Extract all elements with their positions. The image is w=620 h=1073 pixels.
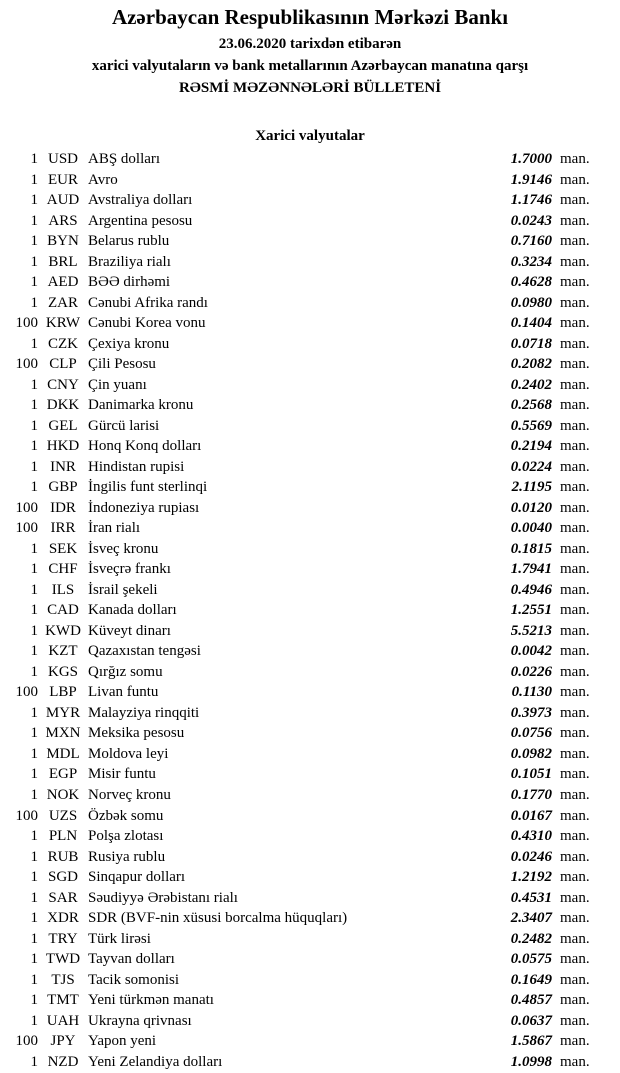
currency-name-cell: BƏƏ dirhəmi — [88, 274, 171, 291]
currency-code-cell: ARS — [48, 212, 78, 229]
rate-value-cell: 0.4628 — [510, 274, 552, 291]
quantity-cell: 1 — [30, 438, 38, 455]
quantity-cell: 1 — [30, 930, 38, 947]
unit-cell: man. — [560, 520, 590, 537]
rate-row — [0, 621, 598, 642]
quantity-cell: 1 — [30, 540, 38, 557]
rate-value-cell: 0.2082 — [510, 356, 552, 373]
currency-name-cell: Səudiyyə Ərəbistanı rialı — [88, 889, 238, 906]
quantity-cell: 1 — [30, 745, 38, 762]
quantity-cell: 1 — [30, 212, 38, 229]
rate-row — [0, 785, 598, 806]
currency-code-cell: USD — [47, 151, 78, 167]
currency-name-cell: Cənubi Korea vonu — [88, 315, 206, 332]
currency-code-cell: BYN — [47, 233, 79, 250]
currency-name-cell: Polşa zlotası — [88, 828, 164, 845]
currency-name-cell: ABŞ dolları — [88, 151, 161, 167]
rate-row — [0, 436, 598, 457]
quantity-cell: 1 — [30, 889, 38, 906]
unit-cell: man. — [560, 1033, 590, 1050]
currency-code-cell: UZS — [48, 807, 78, 824]
rate-value-cell: 0.2194 — [510, 438, 552, 455]
currency-code-cell: GBP — [48, 479, 78, 496]
rate-value-cell: 0.0718 — [510, 335, 552, 352]
quantity-cell: 1 — [30, 171, 38, 188]
rate-value-cell: 1.0998 — [510, 1053, 552, 1070]
currency-code-cell: CZK — [48, 335, 78, 352]
currency-name-cell: Özbək somu — [88, 807, 164, 824]
rate-value-cell: 0.1051 — [510, 766, 552, 783]
rate-value-cell: 0.1130 — [511, 684, 552, 701]
unit-cell: man. — [560, 499, 590, 516]
currency-name-cell: İsrail şekeli — [88, 581, 158, 598]
quantity-cell: 100 — [15, 315, 38, 332]
currency-name-cell: Ukrayna qrivnası — [88, 1012, 192, 1029]
rate-row — [0, 149, 598, 170]
currency-name-cell: Meksika pesosu — [88, 725, 185, 742]
rate-row — [0, 354, 598, 375]
unit-cell: man. — [560, 294, 590, 311]
quantity-cell: 1 — [30, 786, 38, 803]
rate-value-cell: 0.0982 — [510, 745, 552, 762]
unit-cell: man. — [560, 171, 590, 188]
rate-row — [0, 395, 598, 416]
unit-cell: man. — [560, 274, 590, 291]
rate-value-cell: 0.1770 — [510, 786, 552, 803]
rate-value-cell: 0.5569 — [510, 417, 552, 434]
quantity-cell: 1 — [30, 151, 38, 167]
currency-code-cell: TMT — [47, 992, 79, 1009]
rate-row — [0, 559, 598, 580]
currency-code-cell: JPY — [50, 1033, 76, 1050]
currency-code-cell: TJS — [51, 971, 75, 988]
unit-cell: man. — [560, 1012, 590, 1029]
currency-name-cell: Moldova leyi — [88, 745, 169, 762]
quantity-cell: 1 — [30, 581, 38, 598]
section-title: Xarici valyutalar — [255, 128, 365, 144]
rate-row — [0, 641, 598, 662]
currency-name-cell: İran rialı — [88, 520, 141, 537]
unit-cell: man. — [560, 786, 590, 803]
bulletin-title: RƏSMİ MƏZƏNNƏLƏRİ BÜLLETENİ — [178, 80, 442, 96]
rate-value-cell: 0.2402 — [510, 376, 552, 393]
quantity-cell: 1 — [30, 766, 38, 783]
unit-cell: man. — [560, 807, 590, 824]
currency-code-cell: HKD — [46, 438, 80, 455]
rate-row — [0, 806, 598, 827]
rate-value-cell: 5.5213 — [510, 622, 552, 639]
unit-cell: man. — [560, 458, 590, 475]
currency-code-cell: BRL — [48, 253, 78, 270]
rate-value-cell: 0.4857 — [510, 992, 552, 1009]
rate-value-cell: 0.4946 — [510, 581, 552, 598]
currency-name-cell: Türk lirəsi — [88, 930, 151, 947]
currency-code-cell: ZAR — [48, 294, 78, 311]
rate-value-cell: 1.2192 — [510, 869, 552, 886]
rate-value-cell: 1.1746 — [510, 192, 552, 209]
currency-code-cell: CNY — [47, 376, 79, 393]
rate-row — [0, 334, 598, 355]
rates-table — [0, 149, 598, 1072]
currency-code-cell: KZT — [48, 643, 78, 660]
rate-row — [0, 826, 598, 847]
quantity-cell: 1 — [30, 1012, 38, 1029]
rate-row — [0, 190, 598, 211]
rate-value-cell: 0.7160 — [510, 233, 552, 250]
currency-name-cell: Misir funtu — [88, 766, 156, 783]
currency-code-cell: TWD — [45, 951, 81, 968]
currency-name-cell: Yapon yeni — [88, 1033, 157, 1050]
rate-value-cell: 0.0980 — [510, 294, 552, 311]
rate-row — [0, 457, 598, 478]
currency-name-cell: Cənubi Afrika randı — [88, 294, 208, 311]
quantity-cell: 1 — [30, 602, 38, 619]
currency-code-cell: SAR — [48, 889, 78, 906]
quantity-cell: 1 — [30, 233, 38, 250]
rate-row — [0, 744, 598, 765]
quantity-cell: 1 — [30, 458, 38, 475]
unit-cell: man. — [560, 233, 590, 250]
currency-code-cell: IDR — [50, 499, 76, 516]
rate-value-cell: 0.3234 — [510, 253, 552, 270]
currency-code-cell: NZD — [47, 1053, 79, 1070]
quantity-cell: 1 — [30, 1053, 38, 1070]
currency-code-cell: MYR — [45, 704, 81, 721]
rate-row — [0, 252, 598, 273]
quantity-cell: 1 — [30, 561, 38, 578]
currency-name-cell: Yeni türkmən manatı — [88, 992, 214, 1009]
currency-name-cell: Malayziya rinqqiti — [88, 704, 200, 721]
rate-row — [0, 518, 598, 539]
rate-value-cell: 0.0637 — [510, 1012, 552, 1029]
currency-code-cell: SEK — [48, 540, 78, 557]
unit-cell: man. — [560, 766, 590, 783]
quantity-cell: 1 — [30, 951, 38, 968]
rate-row — [0, 170, 598, 191]
currency-name-cell: Çin yuanı — [88, 376, 147, 393]
currency-name-cell: Tacik somonisi — [88, 971, 180, 988]
rate-value-cell: 0.0167 — [510, 807, 552, 824]
currency-name-cell: Danimarka kronu — [88, 397, 194, 414]
unit-cell: man. — [560, 540, 590, 557]
currency-code-cell: PLN — [48, 828, 78, 845]
rate-row — [0, 313, 598, 334]
unit-cell: man. — [560, 602, 590, 619]
currency-name-cell: Avstraliya dolları — [88, 192, 193, 209]
currency-name-cell: Avro — [88, 171, 118, 188]
currency-code-cell: SGD — [47, 869, 78, 886]
rate-row — [0, 416, 598, 437]
currency-code-cell: AED — [47, 274, 79, 291]
unit-cell: man. — [560, 971, 590, 988]
quantity-cell: 100 — [15, 807, 38, 824]
quantity-cell: 1 — [30, 663, 38, 680]
rate-value-cell: 0.0575 — [510, 951, 552, 968]
quantity-cell: 1 — [30, 869, 38, 886]
rate-value-cell: 1.7941 — [510, 561, 552, 578]
currency-code-cell: CHF — [48, 561, 78, 578]
rate-value-cell: 2.1195 — [511, 479, 552, 496]
rate-value-cell: 2.3407 — [510, 910, 552, 927]
unit-cell: man. — [560, 253, 590, 270]
currency-name-cell: Qırğız somu — [88, 663, 163, 680]
rate-row — [0, 375, 598, 396]
currency-code-cell: EGP — [48, 766, 78, 783]
rate-row — [0, 949, 598, 970]
quantity-cell: 100 — [15, 520, 38, 537]
rate-row — [0, 847, 598, 868]
unit-cell: man. — [560, 828, 590, 845]
quantity-cell: 100 — [15, 1033, 38, 1050]
currency-name-cell: İsveçrə frankı — [88, 561, 171, 578]
currency-name-cell: Sinqapur dolları — [88, 869, 186, 886]
rate-row — [0, 580, 598, 601]
unit-cell: man. — [560, 663, 590, 680]
quantity-cell: 1 — [30, 971, 38, 988]
rate-value-cell: 1.7000 — [510, 151, 552, 167]
unit-cell: man. — [560, 315, 590, 332]
rate-row — [0, 600, 598, 621]
currency-name-cell: İndoneziya rupiası — [88, 499, 200, 516]
quantity-cell: 1 — [30, 910, 38, 927]
rate-value-cell: 0.0120 — [510, 499, 552, 516]
currency-code-cell: CLP — [49, 356, 77, 373]
unit-cell: man. — [560, 889, 590, 906]
rate-row — [0, 1011, 598, 1032]
rate-value-cell: 0.1649 — [510, 971, 552, 988]
rate-row — [0, 498, 598, 519]
rate-value-cell: 0.0040 — [510, 520, 552, 537]
unit-cell: man. — [560, 192, 590, 209]
unit-cell: man. — [560, 951, 590, 968]
currency-code-cell: CAD — [47, 602, 79, 619]
currency-name-cell: Belarus rublu — [88, 233, 170, 250]
rate-row — [0, 703, 598, 724]
quantity-cell: 1 — [30, 192, 38, 209]
unit-cell: man. — [560, 704, 590, 721]
rate-row — [0, 272, 598, 293]
quantity-cell: 1 — [30, 828, 38, 845]
rate-value-cell: 0.3973 — [510, 704, 552, 721]
rate-row — [0, 539, 598, 560]
currency-name-cell: Braziliya rialı — [88, 253, 171, 270]
currency-code-cell: XDR — [47, 910, 79, 927]
currency-name-cell: Norveç kronu — [88, 786, 171, 803]
currency-name-cell: Rusiya rublu — [88, 848, 166, 865]
unit-cell: man. — [560, 745, 590, 762]
rate-value-cell: 0.2568 — [510, 397, 552, 414]
rate-row — [0, 764, 598, 785]
currency-code-cell: KGS — [47, 663, 78, 680]
currency-name-cell: Qazaxıstan tengəsi — [88, 643, 201, 660]
currency-code-cell: RUB — [47, 848, 79, 865]
currency-name-cell: Gürcü larisi — [88, 417, 160, 434]
date-line: 23.06.2020 tarixdən etibarən — [218, 36, 402, 52]
currency-name-cell: Honq Konq dolları — [88, 438, 202, 455]
currency-name-cell: SDR (BVF-nin xüsusi borcalma hüquqları) — [88, 910, 348, 927]
quantity-cell: 1 — [30, 643, 38, 660]
quantity-cell: 100 — [15, 499, 38, 516]
rate-value-cell: 0.0243 — [510, 212, 552, 229]
rate-value-cell: 0.0042 — [510, 643, 552, 660]
quantity-cell: 1 — [30, 274, 38, 291]
quantity-cell: 1 — [30, 725, 38, 742]
quantity-cell: 100 — [15, 356, 38, 373]
quantity-cell: 1 — [30, 479, 38, 496]
rate-value-cell: 0.4531 — [510, 889, 552, 906]
currency-code-cell: INR — [50, 458, 76, 475]
currency-code-cell: EUR — [48, 171, 78, 188]
currency-code-cell: DKK — [46, 397, 80, 414]
rate-row — [0, 1052, 598, 1073]
rate-row — [0, 211, 598, 232]
quantity-cell: 1 — [30, 848, 38, 865]
rate-row — [0, 293, 598, 314]
currency-code-cell: UAH — [46, 1012, 80, 1029]
rate-row — [0, 929, 598, 950]
unit-cell: man. — [560, 397, 590, 414]
quantity-cell: 1 — [30, 294, 38, 311]
rate-row — [0, 723, 598, 744]
rate-value-cell: 1.5867 — [510, 1033, 552, 1050]
unit-cell: man. — [560, 684, 590, 701]
unit-cell: man. — [560, 910, 590, 927]
rate-value-cell: 0.0226 — [510, 663, 552, 680]
unit-cell: man. — [560, 335, 590, 352]
unit-cell: man. — [560, 356, 590, 373]
unit-cell: man. — [560, 438, 590, 455]
unit-cell: man. — [560, 848, 590, 865]
currency-code-cell: AUD — [46, 192, 80, 209]
unit-cell: man. — [560, 725, 590, 742]
unit-cell: man. — [560, 561, 590, 578]
currency-code-cell: KRW — [45, 315, 81, 332]
unit-cell: man. — [560, 643, 590, 660]
rate-value-cell: 0.1404 — [510, 315, 552, 332]
quantity-cell: 100 — [15, 684, 38, 701]
bank-title: Azərbaycan Respublikasının Mərkəzi Bankı — [111, 5, 509, 29]
quantity-cell: 1 — [30, 992, 38, 1009]
unit-cell: man. — [560, 930, 590, 947]
unit-cell: man. — [560, 479, 590, 496]
currency-code-cell: LBP — [49, 684, 77, 701]
unit-cell: man. — [560, 581, 590, 598]
quantity-cell: 1 — [30, 376, 38, 393]
currency-name-cell: Kanada dolları — [88, 602, 177, 619]
currency-code-cell: TRY — [48, 930, 78, 947]
quantity-cell: 1 — [30, 397, 38, 414]
unit-cell: man. — [560, 376, 590, 393]
rate-row — [0, 682, 598, 703]
rate-row — [0, 1031, 598, 1052]
unit-cell: man. — [560, 151, 590, 167]
rate-value-cell: 0.4310 — [510, 828, 552, 845]
currency-name-cell: Hindistan rupisi — [88, 458, 185, 475]
quantity-cell: 1 — [30, 335, 38, 352]
rate-value-cell: 0.0756 — [510, 725, 552, 742]
currency-name-cell: Tayvan dolları — [88, 951, 175, 968]
currency-name-cell: Livan funtu — [88, 684, 159, 701]
unit-cell: man. — [560, 417, 590, 434]
unit-cell: man. — [560, 622, 590, 639]
unit-cell: man. — [560, 212, 590, 229]
unit-cell: man. — [560, 992, 590, 1009]
rate-value-cell: 1.9146 — [510, 171, 552, 188]
currency-name-cell: Çili Pesosu — [88, 356, 156, 373]
rate-value-cell: 0.1815 — [510, 540, 552, 557]
quantity-cell: 1 — [30, 417, 38, 434]
rate-value-cell: 0.0246 — [510, 848, 552, 865]
unit-cell: man. — [560, 869, 590, 886]
currency-name-cell: Küveyt dinarı — [88, 622, 171, 639]
quantity-cell: 1 — [30, 704, 38, 721]
currency-code-cell: MDL — [46, 745, 80, 762]
rate-row — [0, 867, 598, 888]
currency-code-cell: KWD — [45, 622, 81, 639]
subtitle-line: xarici valyutaların və bank metallarının Azərbaycan manatına qarşı — [91, 58, 529, 74]
rate-row — [0, 990, 598, 1011]
rate-value-cell: 0.0224 — [510, 458, 552, 475]
rate-row — [0, 477, 598, 498]
currency-code-cell: NOK — [46, 786, 80, 803]
rate-value-cell: 1.2551 — [510, 602, 552, 619]
rate-row — [0, 888, 598, 909]
quantity-cell: 1 — [30, 622, 38, 639]
quantity-cell: 1 — [30, 253, 38, 270]
unit-cell: man. — [560, 1053, 590, 1070]
rate-row — [0, 970, 598, 991]
rate-row — [0, 231, 598, 252]
rate-value-cell: 0.2482 — [510, 930, 552, 947]
currency-name-cell: Çexiya kronu — [88, 335, 170, 352]
rate-row — [0, 908, 598, 929]
currency-code-cell: IRR — [50, 520, 76, 537]
currency-code-cell: ILS — [51, 581, 75, 598]
currency-name-cell: Argentina pesosu — [88, 212, 193, 229]
currency-name-cell: İngilis funt sterlinqi — [88, 479, 208, 496]
currency-name-cell: Yeni Zelandiya dolları — [88, 1053, 223, 1070]
rate-row — [0, 662, 598, 683]
currency-code-cell: MXN — [45, 725, 81, 742]
currency-code-cell: GEL — [48, 417, 78, 434]
currency-name-cell: İsveç kronu — [88, 540, 159, 557]
